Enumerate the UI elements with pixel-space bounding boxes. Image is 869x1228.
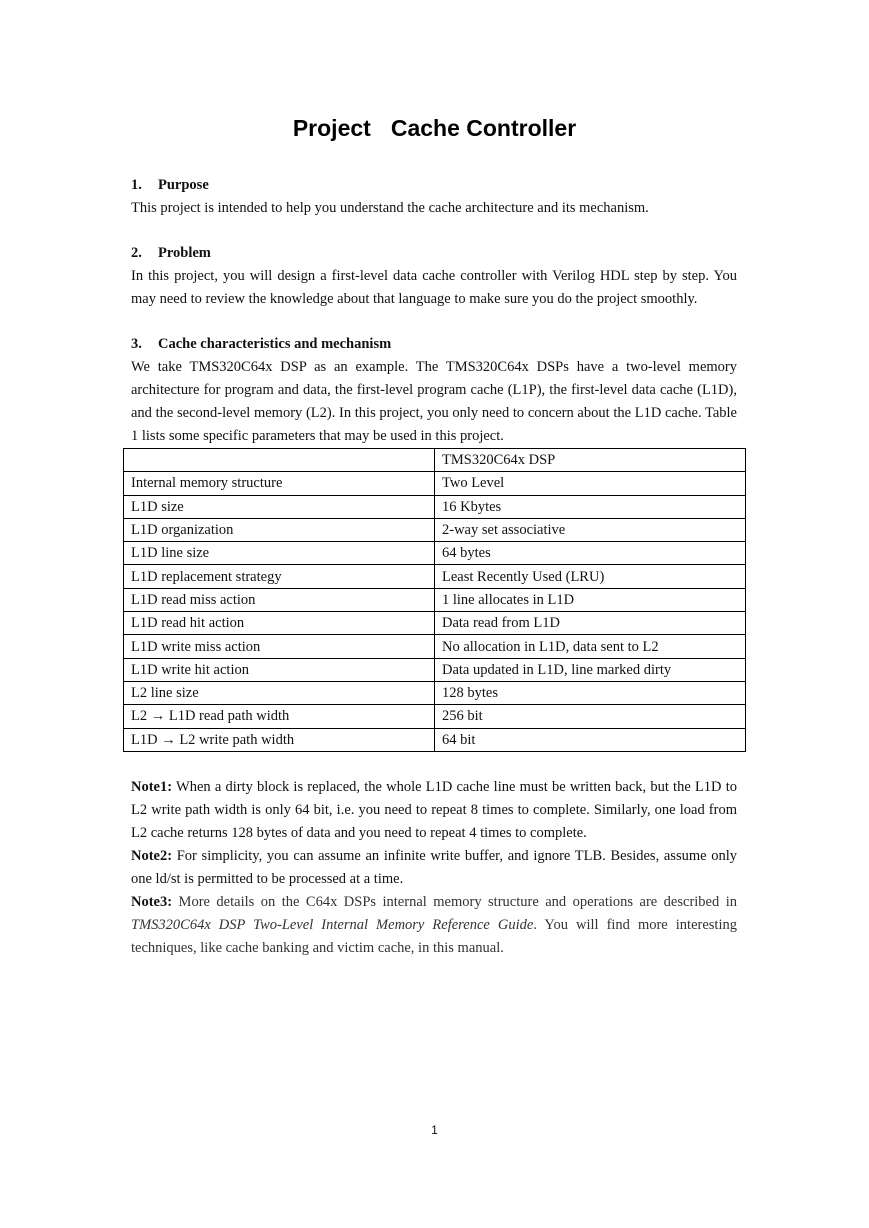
parameter-value-cell: 256 bit (435, 705, 746, 728)
note-2 (131, 845, 737, 891)
parameter-name-cell: L1D size (124, 495, 435, 518)
section-title: Problem (158, 245, 211, 261)
section-body-purpose: This project is intended to help you understand the cache architecture and its mechanism. (131, 200, 649, 216)
note-text: More details on the C64x DSPs internal memory structure and operations are described in (172, 893, 737, 910)
table-row (124, 495, 746, 518)
parameter-name-cell: L1D organization (124, 518, 435, 541)
note-text: . You will find more interesting techniques, like cache banking and victim cache, in this manual. (131, 916, 737, 956)
section-number: 1. (131, 177, 142, 193)
parameter-name-cell: L2 line size (124, 681, 435, 704)
table-row (124, 658, 746, 681)
table-header-row (124, 449, 746, 472)
parameter-value-cell: 64 bit (435, 728, 746, 751)
title-part-project: Project (292, 115, 371, 141)
section-title: Purpose (158, 177, 209, 193)
parameter-name-cell: L1D read hit action (124, 612, 435, 635)
cache-parameters-table (123, 448, 746, 752)
table-row (124, 542, 746, 565)
section-title: Cache characteristics and mechanism (158, 336, 392, 352)
section-heading-cache (131, 333, 737, 356)
section-number: 2. (131, 245, 142, 261)
parameter-value-cell: Least Recently Used (LRU) (435, 565, 746, 588)
table-row (124, 588, 746, 611)
page-number: 1 (431, 1123, 438, 1137)
table-header-cell (124, 449, 435, 472)
parameter-value-cell: 2-way set associative (435, 518, 746, 541)
table-row (124, 728, 746, 751)
note-1 (131, 776, 737, 845)
parameter-name-cell: L1D line size (124, 542, 435, 565)
parameter-name-cell: L1D replacement strategy (124, 565, 435, 588)
reference-guide-title: TMS320C64x DSP Two-Level Internal Memory Reference Guide (131, 916, 534, 933)
table-row (124, 635, 746, 658)
page-title (0, 113, 869, 143)
section-heading-purpose (131, 174, 737, 197)
parameter-name-cell: L1D → L2 write path width (124, 728, 435, 751)
parameter-value-cell: Data read from L1D (435, 612, 746, 635)
note-text: For simplicity, you can assume an infinite write buffer, and ignore TLB. Besides, assume only one ld/st is permitted to be processed at a time. (131, 847, 737, 887)
note-label: Note2: (131, 847, 173, 864)
section-number: 3. (131, 336, 142, 352)
parameter-value-cell: 128 bytes (435, 681, 746, 704)
table-row (124, 681, 746, 704)
note-3 (131, 891, 737, 960)
note-text: When a dirty block is replaced, the whole L1D cache line must be written back, but the L1D to L2 write path width is only 64 bit, i.e. you need to repeat 8 times to complete. Similarly, one load from L2 cache returns 128 bytes of data and you need to repeat 4 times to complete. (131, 778, 737, 841)
parameter-name-cell: L2 → L1D read path width (124, 705, 435, 728)
parameter-value-cell: 1 line allocates in L1D (435, 588, 746, 611)
table-row (124, 612, 746, 635)
table-row (124, 565, 746, 588)
note-label: Note3: (131, 893, 173, 910)
table-row (124, 472, 746, 495)
parameter-value-cell: 64 bytes (435, 542, 746, 565)
table-header-cell: TMS320C64x DSP (435, 449, 746, 472)
parameter-name-cell: Internal memory structure (124, 472, 435, 495)
section-body-cache: We take TMS320C64x DSP as an example. The TMS320C64x DSPs have a two-level memory architecture for program and data, the first-level program cache (L1P), the first-level data cache (L1D), and the second-level memory (L2). In this project, you only need to concern about the L1D cache. Table 1 lists some specific parameters that may be used in this project. (131, 359, 737, 444)
parameter-name-cell: L1D read miss action (124, 588, 435, 611)
table-row (124, 518, 746, 541)
parameter-name-cell: L1D write hit action (124, 658, 435, 681)
parameter-value-cell: 16 Kbytes (435, 495, 746, 518)
title-part-name: Cache Controller (390, 115, 577, 141)
document-body (131, 174, 737, 960)
parameter-value-cell: Two Level (435, 472, 746, 495)
section-body-problem: In this project, you will design a first-level data cache controller with Verilog HDL step by step. You may need to review the knowledge about that language to make sure you do the project smoothly. (131, 268, 737, 307)
parameter-value-cell: No allocation in L1D, data sent to L2 (435, 635, 746, 658)
section-heading-problem (131, 242, 737, 265)
parameter-value-cell: Data updated in L1D, line marked dirty (435, 658, 746, 681)
note-label: Note1: (131, 778, 173, 795)
parameter-name-cell: L1D write miss action (124, 635, 435, 658)
table-row (124, 705, 746, 728)
